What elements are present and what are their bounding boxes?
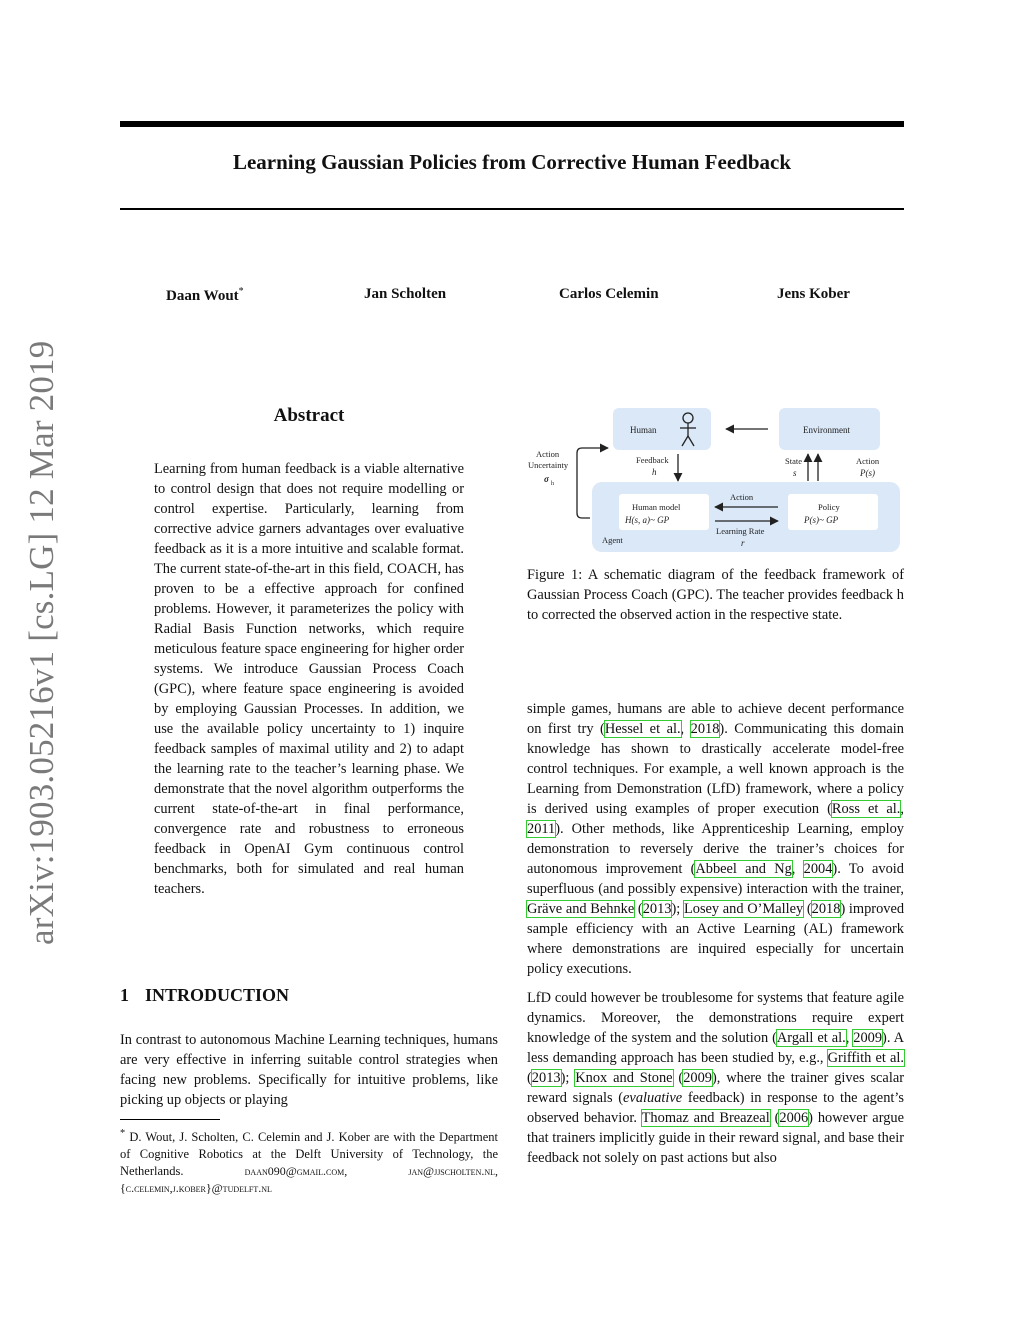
author-2: Jan Scholten: [364, 286, 447, 302]
citation-link[interactable]: Ross et al.: [831, 801, 901, 817]
uncertainty-label-1: Action: [536, 449, 560, 459]
abstract-text: Learning from human feedback is a viable alternative to control design that does not require modelling or control expertise. Particularly, learning from corrective advice garners advantages over evaluative feedback as it is a more intuitive and scalable format. The current state-of-the-art in this field, COACH, has proven to be a effective approach for confined problems. However, it parameterizes the policy with Radial Basis Function networks, which require meticulous feature space engineering for higher order systems. We introduce Gaussian Process Coach (GPC), where feature space engineering is avoided by employing Gaussian Processes. In addition, we use the available policy uncertainty to 1) inquire feedback samples of maximal utility and 2) to adapt the learning rate to the teacher’s learning phase. We demonstrate that the novel algorithm outperforms the current state-of-the-art in final performance, convergence rate and robustness to erroneous feedback in OpenAI Gym continuous control benchmarks, both for simulated and real human teachers.: [154, 461, 464, 897]
citation-year-link[interactable]: 2004: [803, 861, 833, 877]
feedback-label: Feedback: [636, 455, 669, 465]
citation-link[interactable]: Thomaz and Breazeal: [641, 1110, 770, 1126]
state-label: State: [785, 456, 802, 466]
action-inner-label: Action: [730, 492, 754, 502]
citation-year-link[interactable]: 2009: [853, 1030, 883, 1046]
title-rule-bottom: [120, 208, 904, 210]
citation-link[interactable]: Argall et al.: [776, 1030, 846, 1046]
action-label: Action: [856, 456, 880, 466]
learning-rate-symbol: r: [741, 538, 745, 548]
citation-link[interactable]: Griffith et al.: [827, 1050, 904, 1066]
citation-link[interactable]: Gräve and Behnke: [527, 901, 635, 917]
author-3: Carlos Celemin: [559, 286, 659, 302]
human-box: [613, 408, 711, 450]
citation-link[interactable]: Knox and Stone: [575, 1070, 673, 1086]
agent-label: Agent: [602, 535, 623, 545]
paragraph-2: LfD could however be troublesome for systems that feature agile dynamics. Moreover, the demonstrations require expert knowledge of the system and the solution (Argall et al., 2009). A less demanding approach has been studied by, e.g., Griffith et al. (2013); Knox and Stone (2009), where the trainer gives scalar reward signals (evaluative feedback) in response to the agent’s observed behavior. Thomaz and Breazeal (2006) however argue that trainers implicitly guide in their reward signal, and base their feedback not solely on past actions but also: [527, 990, 904, 1166]
state-symbol: s: [793, 468, 797, 478]
policy-equation: P(s)~ GP: [804, 515, 839, 525]
footnote: * D. Wout, J. Scholten, C. Celemin and J. Kober are with the Department of Cognitive Robotics at the Delft University of Technology, the Netherlands. daan090@gmail.com, jan@jjscholten.nl, {c.celemin,j.kober}@tudelft.nl: [120, 1128, 499, 1196]
author-4: Jens Kober: [777, 286, 850, 302]
title-rule-top: [120, 121, 904, 127]
uncertainty-subscript: h: [551, 481, 554, 487]
citation-year-link[interactable]: 2013: [531, 1070, 561, 1086]
citation-year-link[interactable]: 2006: [779, 1110, 809, 1126]
section-heading: 1 INTRODUCTION: [120, 985, 290, 1005]
feedback-symbol: h: [652, 467, 657, 477]
citation-year-link[interactable]: 2018: [690, 721, 720, 737]
action-symbol: P(s): [860, 468, 875, 478]
author-1: Daan Wout*: [166, 286, 244, 304]
intro-paragraph: In contrast to autonomous Machine Learning techniques, humans are very effective in inferring suitable control strategies when facing new problems. Specifically for intuitive problems, like picking up objects or playing: [120, 1032, 498, 1108]
human-label: Human: [630, 425, 657, 435]
citation-year-link[interactable]: 2018: [811, 901, 841, 917]
arxiv-sidebar: arXiv:1903.05216v1 [cs.LG] 12 Mar 2019: [22, 340, 61, 945]
human-model-equation: H(s, a)~ GP: [625, 515, 670, 525]
right-column-text: [527, 699, 904, 1177]
uncertainty-label-2: Uncertainty: [528, 460, 569, 470]
human-model-label: Human model: [632, 502, 681, 512]
paragraph-1: simple games, humans are able to achieve decent performance on first try (Hessel et al., 2018). Communicating this domain knowledge has shown to drastically accelerate model-free control techniques. For example, a well known approach is the Learning from Demonstration (LfD) framework, where a policy is derived using examples of proper execution (Ross et al., 2011). Other methods, like Apprenticeship Learning, employ demonstration to reversely derive the trainer’s choices for autonomous improvement (Abbeel and Ng, 2004). To avoid superfluous (and possibly expensive) interaction with the trainer, Gräve and Behnke (2013); Losey and O’Malley (2018) improved sample efficiency with an Active Learning (AL) framework where demonstrations are inquired especially for uncertain policy executions.: [527, 701, 905, 977]
citation-year-link[interactable]: 2013: [642, 901, 672, 917]
footnote-rule: [120, 1119, 220, 1120]
citation-year-link[interactable]: 2009: [683, 1070, 712, 1086]
figure-schematic: [520, 398, 904, 558]
citation-link[interactable]: Losey and O’Malley: [683, 901, 804, 917]
paper-title: Learning Gaussian Policies from Corrective Human Feedback: [232, 150, 792, 174]
environment-label: Environment: [803, 425, 850, 435]
policy-label: Policy: [818, 502, 840, 512]
learning-rate-label: Learning Rate: [716, 526, 765, 536]
abstract-heading: Abstract: [273, 405, 345, 426]
citation-link[interactable]: Hessel et al.: [604, 721, 681, 737]
citation-year-link[interactable]: 2011: [527, 821, 556, 837]
uncertainty-symbol: σ: [544, 474, 549, 484]
figure-caption: Figure 1: A schematic diagram of the feedback framework of Gaussian Process Coach (GPC). The teacher provides feedback h to corrected the observed action in the respective state.: [527, 567, 904, 623]
citation-link[interactable]: Abbeel and Ng: [695, 861, 792, 877]
